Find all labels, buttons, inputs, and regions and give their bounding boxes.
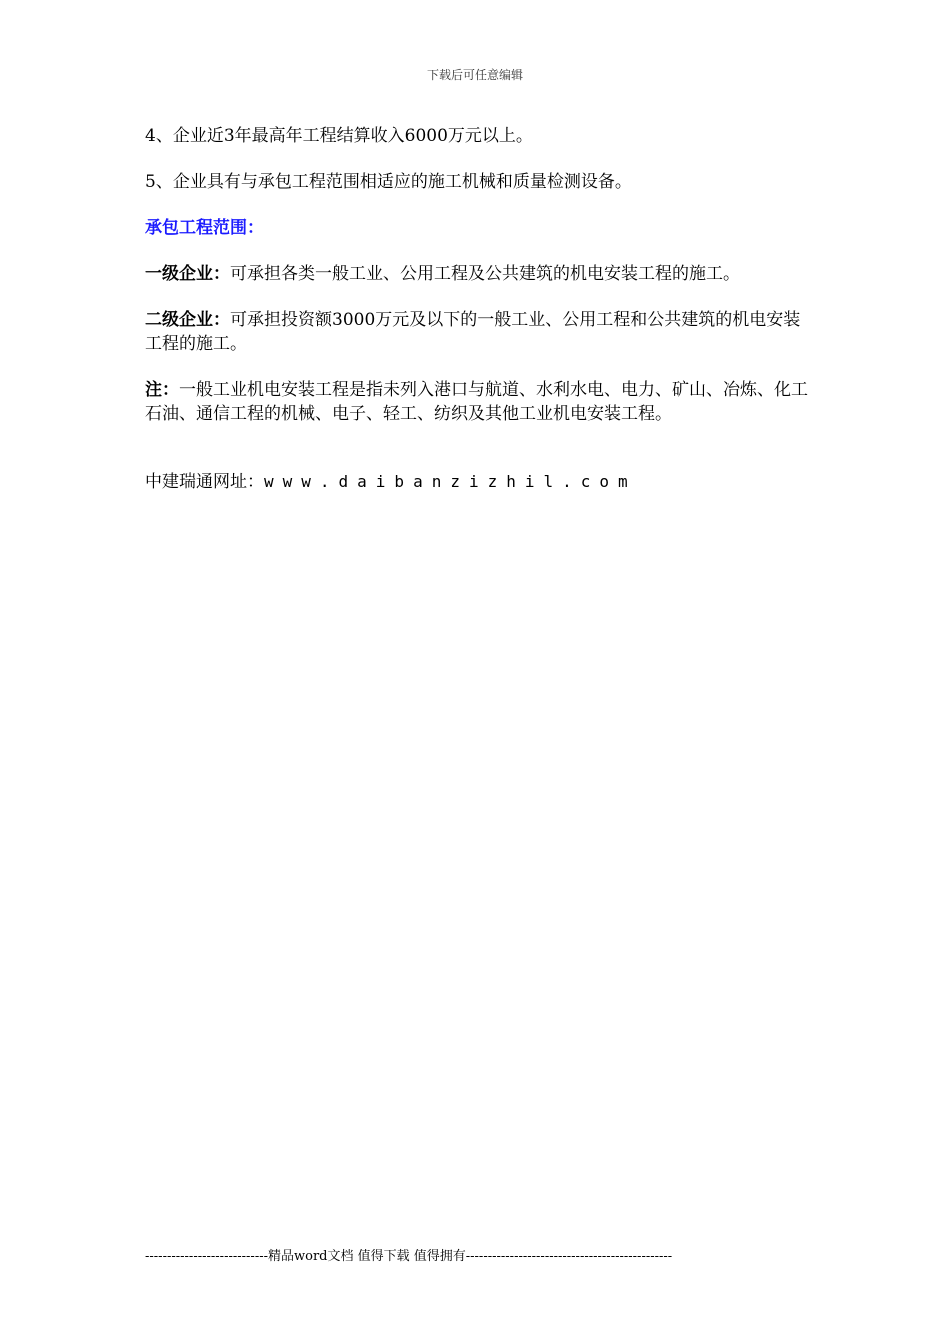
note-paragraph [145, 378, 810, 426]
page-header: 下载后可任意编辑 [426, 68, 523, 82]
level2-paragraph [145, 308, 810, 356]
website-line [145, 470, 810, 494]
website-url: www.daibanzizhil.com [264, 472, 637, 491]
level2-label: 二级企业： [145, 310, 230, 330]
level1-text: 可承担各类一般工业、公用工程及公共建筑的机电安装工程的施工。 [230, 264, 740, 284]
note-label: 注： [145, 380, 179, 400]
level1-paragraph [145, 262, 810, 286]
requirement-item-4: 4、企业近3年最高年工程结算收入6000万元以上。 [145, 126, 533, 146]
level1-label: 一级企业： [145, 264, 230, 284]
page-footer: ----------------------------精品word文档 值得下载 值得拥有----------------------------------------------- [145, 1249, 673, 1264]
level2-text: 可承担投资额3000万元及以下的一般工业、公用工程和公共建筑的机电安装工程的施工。 [145, 310, 801, 354]
scope-heading: 承包工程范围： [145, 218, 264, 238]
website-label: 中建瑞通网址： [145, 472, 264, 492]
requirement-item-5: 5、企业具有与承包工程范围相适应的施工机械和质量检测设备。 [145, 172, 632, 192]
note-text: 一般工业机电安装工程是指未列入港口与航道、水利水电、电力、矿山、冶炼、化工石油、通信工程的机械、电子、轻工、纺织及其他工业机电安装工程。 [145, 380, 808, 424]
document-body [145, 124, 810, 516]
